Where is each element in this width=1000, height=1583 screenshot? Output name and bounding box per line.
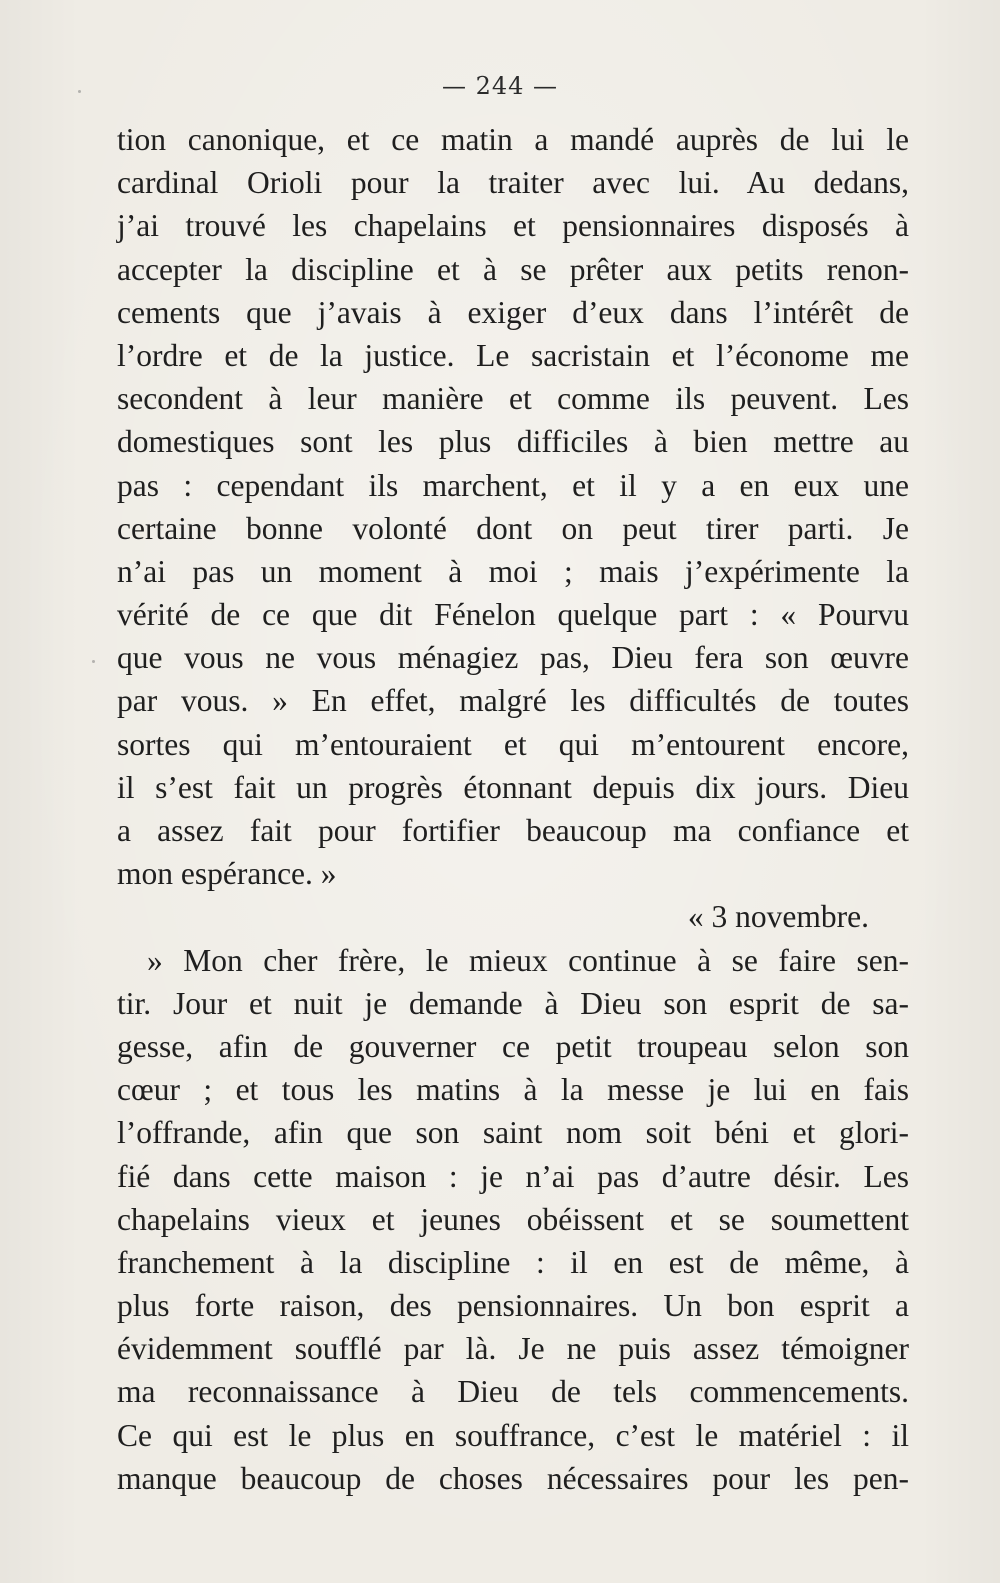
text-line: par vous. » En effet, malgré les difficultés de toutes [117,683,909,719]
text-line: cements que j’avais à exiger d’eux dans l’intérêt de [117,294,909,330]
text-line: mon espérance. » [117,856,337,892]
text-line: Ce qui est le plus en souffrance, c’est le matériel : il [117,1417,909,1453]
text-line: tion canonique, et ce matin a mandé auprès de lui le [117,122,909,157]
text-line: n’ai pas un moment à moi ; mais j’expérimente la [117,553,909,589]
text-line: vérité de ce que dit Fénelon quelque part : « Pourvu [117,597,909,633]
page-text [117,118,909,1500]
text-line: gesse, afin de gouverner ce petit troupeau selon son [117,1028,909,1064]
text-line: franchement à la discipline : il en est de même, à [117,1244,909,1280]
text-line: plus forte raison, des pensionnaires. Un bon esprit a [117,1288,909,1324]
text-line: a assez fait pour fortifier beaucoup ma confiance et [117,813,909,848]
text-line: que vous ne vous ménagiez pas, Dieu fera son œuvre [117,640,909,676]
page-number: — 244 — [441,72,559,100]
text-line: certaine bonne volonté dont on peut tirer parti. Je [117,510,909,546]
text-line: j’ai trouvé les chapelains et pensionnaires disposés à [117,208,909,244]
text-line: ma reconnaissance à Dieu de tels commencements. [117,1374,909,1410]
text-line: fié dans cette maison : je n’ai pas d’autre désir. Les [117,1158,909,1194]
text-line: cœur ; et tous les matins à la messe je lui en fais [117,1072,909,1108]
text-line: sortes qui m’entouraient et qui m’entourent encore, [117,726,909,762]
text-line: l’ordre et de la justice. Le sacristain et l’économe me [117,337,909,373]
text-line: manque beaucoup de choses nécessaires pour les pen- [117,1460,909,1496]
text-line: l’offrande, afin que son saint nom soit béni et glori- [117,1115,909,1151]
text-line: tir. Jour et nuit je demande à Dieu son esprit de sa- [117,985,909,1021]
paper-speck [92,660,95,663]
text-line: domestiques sont les plus difficiles à bien mettre au [117,424,909,460]
text-line: » Mon cher frère, le mieux continue à se faire sen- [147,942,909,978]
text-line: accepter la discipline et à se prêter aux petits renon- [117,251,909,287]
text-line: évidemment soufflé par là. Je ne puis assez témoigner [117,1331,909,1367]
text-line: chapelains vieux et jeunes obéissent et se soumettent [117,1201,909,1237]
text-line: secondent à leur manière et comme ils peuvent. Les [117,381,909,417]
text-line: cardinal Orioli pour la traiter avec lui. Au dedans, [117,165,909,201]
text-line: pas : cependant ils marchent, et il y a en eux une [117,467,909,503]
text-line: il s’est fait un progrès étonnant depuis dix jours. Dieu [117,769,909,805]
text-line: « 3 novembre. [687,899,869,935]
